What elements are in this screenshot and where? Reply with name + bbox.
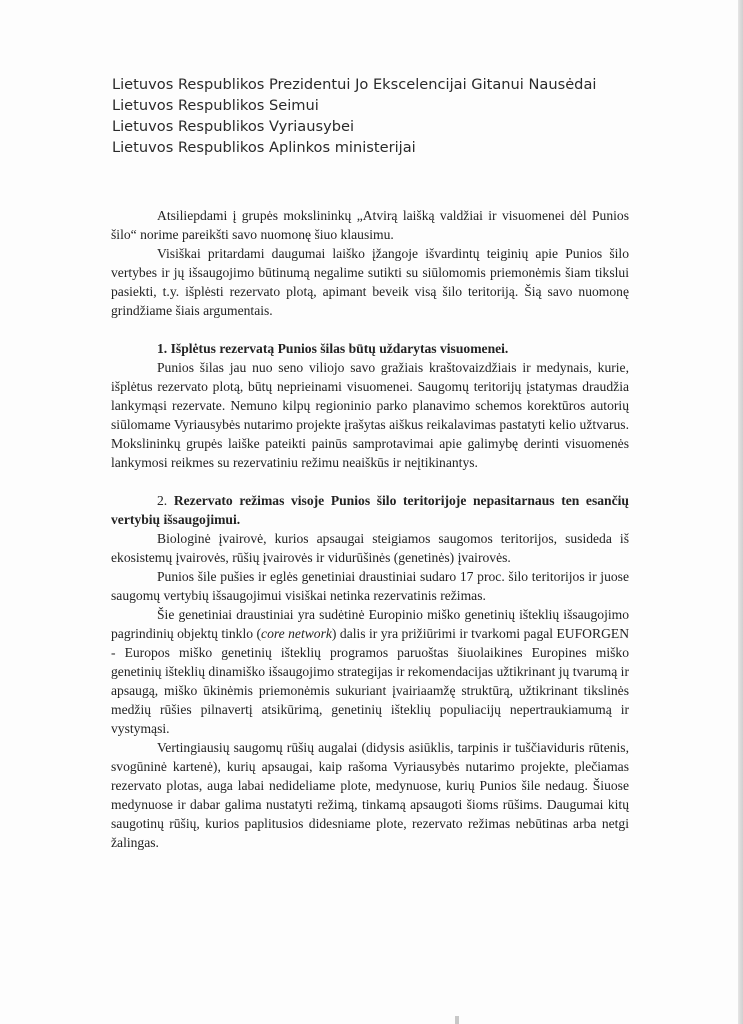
core-network-term: core network — [261, 626, 332, 641]
section-2-paragraph-1: Biologinė įvairovė, kurios apsaugai steigiamos saugomos teritorijos, susideda iš ekosistemų įvairovės, rūšių įvairovės ir vidurūšinės (genetinės) įvairovės. — [111, 531, 629, 565]
addressee-ministry: Lietuvos Respublikos Aplinkos ministerijai — [112, 139, 416, 156]
scan-edge-shadow — [738, 0, 743, 1024]
section-1-heading — [111, 339, 629, 358]
addressee-government: Lietuvos Respublikos Vyriausybei — [112, 118, 355, 135]
addressee-list — [112, 74, 692, 158]
addressee-seimas: Lietuvos Respublikos Seimui — [112, 97, 319, 114]
intro-paragraph-1: Atsiliepdami į grupės mokslininkų „Atvirą laišką valdžiai ir visuomenei dėl Punios šilo“ norime pareikšti savo nuomonę šiuo klausimu. — [111, 208, 629, 242]
intro-paragraph-2: Visiškai pritardami daugumai laiško įžangoje išvardintų teiginių apie Punios šilo vertybes ir jų išsaugojimo būtinumą negalime sutikti su siūlomomis priemonėmis šiam tikslui pasiekti, t.y. išplėsti rezervato plotą, apimant beveik visą šilo teritoriją. Šią savo nuomonę grindžiame šiais argumentais. — [111, 246, 629, 318]
section-2-paragraph-4: Vertingiausių saugomų rūšių augalai (didysis asiūklis, tarpinis ir tuščiaviduris rūtenis, svogūninė kartenė), kurių apsaugai, kaip rašoma Vyriausybės nutarimo projekte, plečiamas rezervato plotas, auga labai nedideliame plote, medynuose, kurių Punios šile nedaug. Šiuose medynuose ir dabar galima nustatyti režimą, tinkamą apsaugoti šioms rūšims. Daugumai kitų saugotinų rūšių, kurios paplitusios didesniame plote, rezervato režimas nebūtinas arba netgi žalingas. — [111, 740, 629, 850]
letter-body — [111, 206, 629, 852]
section-2-title: Rezervato režimas visoje Punios šilo teritorijoje nepasitarnaus ten esančių vertybių išsaugojimui. — [111, 493, 629, 527]
section-2-heading — [111, 491, 629, 529]
section-1-title: Išplėtus rezervatą Punios šilas būtų uždarytas visuomenei. — [170, 341, 509, 356]
scan-bottom-mark — [455, 1016, 459, 1024]
section-2-paragraph-3 — [111, 605, 629, 738]
section-2-paragraph-2: Punios šile pušies ir eglės genetiniai draustiniai sudaro 17 proc. šilo teritorijos ir juose saugomų vertybių išsaugojimui visiškai netinka rezervatinis režimas. — [111, 569, 629, 603]
section-1-number: 1. — [157, 341, 168, 356]
p3-text-after: ) dalis ir yra prižiūrimi ir tvarkomi pagal EUFORGEN - Europos miško genetinių išteklių programos paruoštas šiuolaikines Europines miško genetinių išteklių dinamiško išsaugojimo strategijas ir rekomendacijas užtikrinant jų tvarumą ir apsaugą, miško ūkinėmis priemonėmis sukuriant įvairiaamžę struktūrą, užtikrinant tikslinės medžių rūšies pilnavertį atsikūrimą, genetinių išteklių populiacijų nepertraukiamumą ir vystymąsi. — [111, 626, 630, 736]
addressee-president: Lietuvos Respublikos Prezidentui Jo Ekscelencijai Gitanui Nausėdai — [112, 76, 597, 93]
section-2-number: 2. — [157, 493, 168, 508]
section-1-paragraph: Punios šilas jau nuo seno viliojo savo gražiais kraštovaizdžiais ir medynais, kurie, išplėtus rezervato plotą, būtų neprieinami visuomenei. Saugomų teritorijų įstatymas draudžia lankymąsi rezervate. Nemuno kilpų regioninio parko planavimo schemos korektūros autorių siūlomame Vyriausybės nutarimo projekte įrašytas aiškus reikalavimas pastatyti kelio užtvarus. Mokslininkų grupės laiške pateikti painūs samprotavimai apie galimybę derinti visuomenės lankymosi reikmes su rezervatiniu režimu neaiškūs ir neįtikinantys. — [111, 360, 629, 470]
p3-text-before: Šie genetiniai draustiniai yra sudėtinė Europinio miško genetinių išteklių išsaugojimo pagrindinių objektų tinklo ( — [111, 607, 629, 641]
